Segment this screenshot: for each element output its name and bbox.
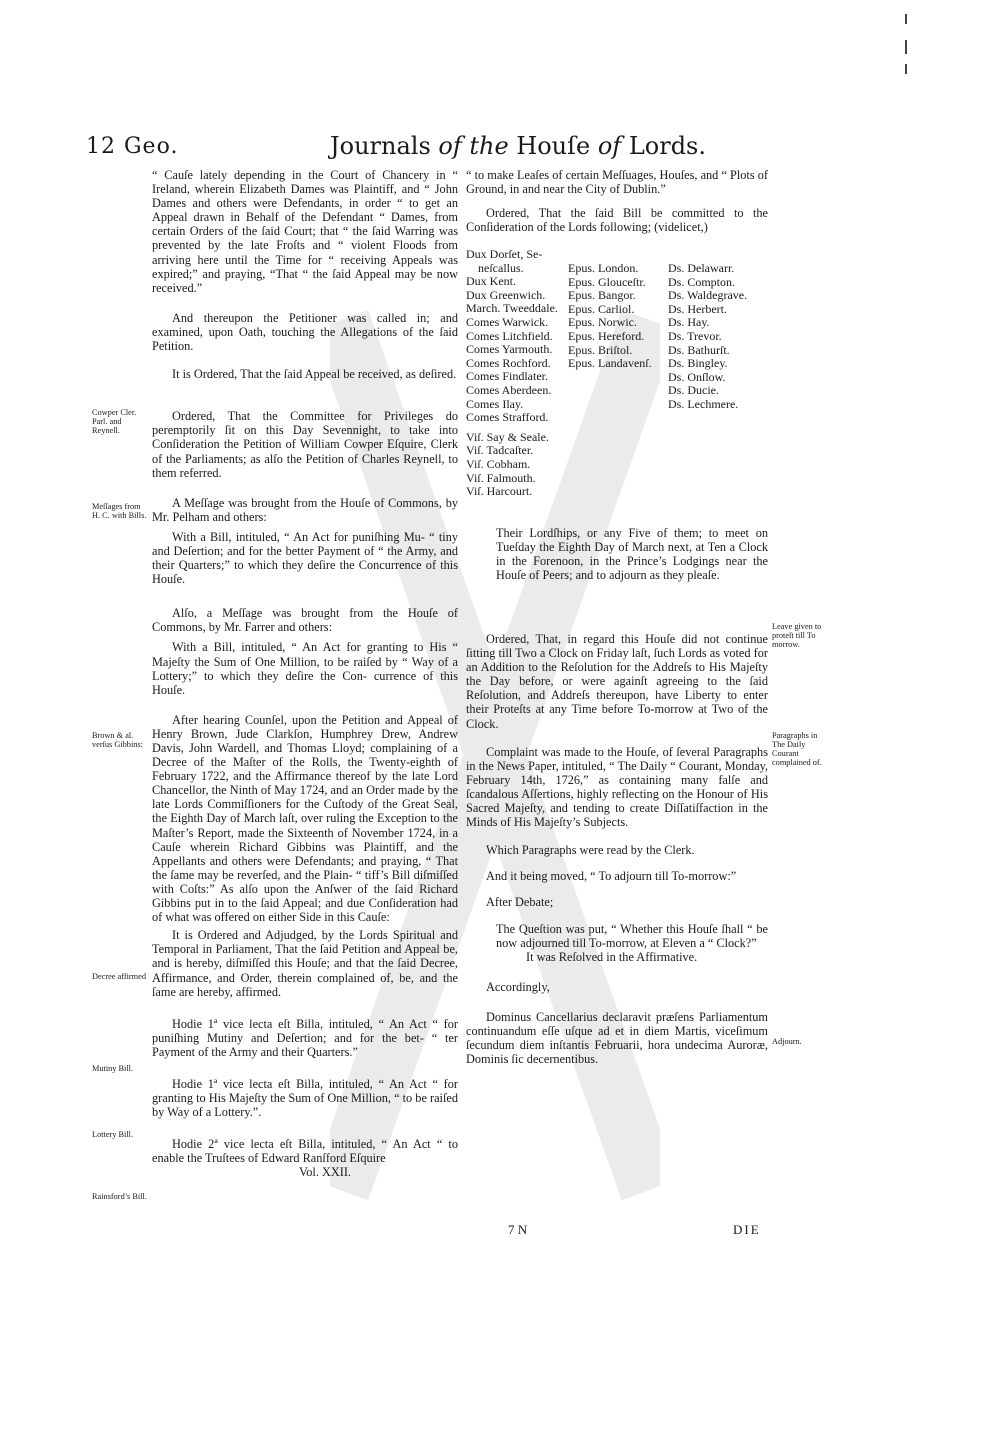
lord-name: Comes Rochford. bbox=[466, 355, 551, 370]
lord-name: Comes Yarmouth. bbox=[466, 342, 553, 357]
paragraph: Alſo, a Meſſage was brought from the Houſe of Commons, by Mr. Farrer and others: bbox=[152, 606, 458, 635]
lords-list-spiritual bbox=[568, 262, 652, 371]
right-column-top bbox=[466, 168, 768, 234]
lord-name: March. Tweeddale. bbox=[466, 301, 558, 316]
lord-name: Viſ. Say & Seale. bbox=[466, 429, 549, 444]
paragraph: Their Lordſhips, or any Five of them; to meet on Tueſday the Eighth Day of March next, at Ten a Clock in the Forenoon, in the Prince’s Lodgings near the Houſe of Peers; and to adjourn as they pleaſe. bbox=[496, 526, 768, 583]
paragraph: After Debate; bbox=[486, 895, 554, 910]
lord-name: Epus. London. bbox=[568, 261, 639, 275]
margin-note: Mutiny Bill. bbox=[92, 1064, 134, 1073]
paragraph: Accordingly, bbox=[486, 979, 550, 994]
catchword: DIE bbox=[733, 1222, 761, 1237]
lord-name: Dux Dorſet, Se- bbox=[466, 247, 543, 261]
paragraph: Ordered, That, in regard this Houſe did not continue ſitting till Two a Clock on Friday laſt, ſuch Lords as voted for an Addition to the Reſolution for the Addreſs to His Majeſty the Day before, or were againſt agreeing to the ſaid Reſolution, and Addreſs thereupon, have Liberty to enter their Proteſts at any Time before To-morrow at Two of the Clock. bbox=[466, 632, 768, 731]
paragraph: “ Cauſe lately depending in the Court of Chancery in “ Ireland, wherein Elizabeth Dames was Plaintiff, and “ John Dames and others were Defendants, in order “ to get an Appeal drawn in Behalf of the Defendant “ Dames, from certain Orders of the ſaid Court; that “ the ſaid Warring was prevented by the late Froſts and “ violent Floods from arriving here until the Time for “ receiving Appeals was expired;” and praying, “That “ the ſaid Appeal may be now received.” bbox=[152, 168, 458, 295]
paragraph: Dominus Cancellarius declaravit præſens Parliamentum continuandum eſſe uſque ad et in diem Martis, viceſimum ſecundum diem inſtantis Februarii, hora undecima Auroræ, Dominis ſic decernentibus. bbox=[466, 1009, 768, 1067]
margin-note: Decree affirmed bbox=[92, 972, 146, 981]
lord-name: Ds. Bingley. bbox=[668, 356, 728, 371]
paragraph: With a Bill, intituled, “ An Act for granting to His “ Majeſty the Sum of One Million, to be raiſed by “ Way of a Lottery;” to which they deſire the Con- currence of this Houſe. bbox=[152, 640, 458, 697]
lord-name: Epus. Norwic. bbox=[568, 315, 637, 330]
signature-mark: 7 N bbox=[508, 1222, 528, 1237]
paragraph: Complaint was made to the Houſe, of ſeveral Paragraphs in the News Paper, intituled, “ The Daily “ Courant, Monday, February 14th, 1726,” as containing many falſe and ſcandalous Aſſertions, highly reflecting on the Honour of His Sacred Majeſty, and tending to create Diſſatiſfaction in the Minds of His Majeſty’s Subjects. bbox=[466, 744, 768, 830]
page-header-title: Journals of the Houſe of Lords. bbox=[330, 132, 706, 160]
margin-note: Adjourn. bbox=[772, 1037, 802, 1046]
margin-note: Leave given to proteſt till To morrow. bbox=[772, 622, 822, 649]
lord-name: Comes Findlater. bbox=[466, 369, 548, 384]
volume-label: Vol. XXII. bbox=[298, 1165, 352, 1180]
lord-name: Viſ. Falmouth. bbox=[466, 470, 536, 485]
lord-name: Epus. Bangor. bbox=[568, 288, 636, 303]
lord-name: Ds. Delawarr. bbox=[668, 261, 735, 275]
margin-note: Meſſages from H. C. with Bills. bbox=[92, 502, 147, 520]
paragraph: Hodie 1ª vice lecta eſt Billa, intituled, “ An Act “ for granting to His Majeſty the Sum of One Million, “ to be raiſed by Way of a Lottery.”. bbox=[152, 1076, 458, 1120]
margin-note: Rainsford’s Bill. bbox=[92, 1192, 147, 1201]
committee-meeting bbox=[496, 526, 768, 582]
lord-name: Epus. Carliol. bbox=[568, 301, 635, 316]
edge-mark bbox=[905, 64, 907, 74]
lord-name: Ds. Lechmere. bbox=[668, 396, 739, 411]
margin-note: Paragraphs in The Daily Courant complained of. bbox=[772, 731, 822, 767]
paragraph: Hodie 2ª vice lecta eſt Billa, intituled, “ An Act “ to enable the Truſtees of Edward Ranſford Eſquire bbox=[152, 1137, 458, 1166]
paragraph: And it being moved, “ To adjourn till To-morrow:” bbox=[486, 869, 737, 884]
left-column bbox=[152, 168, 458, 1180]
lord-name: Dux Kent. bbox=[466, 274, 516, 289]
paragraph: Ordered, That the ſaid Bill be committed to the Conſideration of the Lords following; (videlicet,) bbox=[466, 206, 768, 235]
lord-name: Ds. Trevor. bbox=[668, 328, 722, 343]
lord-name: Comes Strafford. bbox=[466, 410, 549, 425]
margin-note: Cowper Cler. Parl. and Reynell. bbox=[92, 408, 137, 435]
lord-name: Ds. Bathurſt. bbox=[668, 342, 730, 357]
edge-mark bbox=[905, 14, 907, 24]
lord-name: Comes Warwick. bbox=[466, 314, 549, 329]
page-header-left: 12 Geo. bbox=[86, 134, 179, 159]
lord-name: Viſ. Harcourt. bbox=[466, 484, 533, 499]
lord-name: Comes Aberdeen. bbox=[466, 382, 552, 397]
paragraph: It is Ordered and Adjudged, by the Lords Spiritual and Temporal in Parliament, That the ſaid Petition and Appeal be, and is hereby, diſmiſſed this Houſe; and that the ſaid Decree, Affirmance, and Order, therein complained of, be, and the ſame are hereby, affirmed. bbox=[152, 928, 458, 999]
paragraph: It is Ordered, That the ſaid Appeal be received, as deſired. bbox=[172, 367, 457, 382]
lord-name: Viſ. Cobham. bbox=[466, 456, 531, 471]
lord-name: Ds. Ducie. bbox=[668, 383, 719, 398]
paragraph: With a Bill, intituled, “ An Act for puniſhing Mu- “ tiny and Deſertion; and for the better Payment of “ the Army, and their Quarters;” to which they deſire the Concurrence of this Houſe. bbox=[152, 529, 458, 587]
lord-name: Epus. Hereford. bbox=[568, 328, 645, 343]
lord-name: Dux Greenwich. bbox=[466, 287, 546, 302]
paragraph: Hodie 1ª vice lecta eſt Billa, intituled, “ An Act “ for puniſhing Mutiny and Deſertion; and for the bet- “ ter Payment of the Army and their Quarters.” bbox=[152, 1016, 458, 1059]
lord-name: neſcallus. bbox=[478, 260, 524, 275]
paragraph: “ to make Leaſes of certain Meſſuages, Houſes, and “ Plots of Ground, in and near the City of Dublin.” bbox=[466, 168, 768, 197]
lord-name: Ds. Hay. bbox=[668, 315, 710, 330]
edge-mark bbox=[905, 40, 907, 54]
margin-note: Lottery Bill. bbox=[92, 1130, 134, 1139]
lord-name: Ds. Compton. bbox=[668, 274, 736, 289]
paragraph: Ordered, That the Committee for Privileges do peremptorily ſit on this Day Sevennight, to take into Conſideration the Petition of William Cowper Eſquire, Clerk of the Parliaments; as alſo the Petition of Charles Reynell, to them referred. bbox=[152, 409, 458, 480]
lords-list-temporal bbox=[466, 248, 558, 499]
lord-name: Epus. Glouceſtr. bbox=[568, 274, 646, 289]
paragraph: A Meſſage was brought from the Houſe of Commons, by Mr. Pelham and others: bbox=[152, 495, 458, 524]
paragraph: Which Paragraphs were read by the Clerk. bbox=[486, 843, 695, 858]
paragraph: After hearing Counſel, upon the Petition and Appeal of Henry Brown, Jude Clarkſon, Humphrey Drew, Andrew Davis, John Wardell, and Thomas Lloyd; complaining of a Decree of the Maſter of the Rolls, the Twenty-eighth of February 1722, and the Affirmance thereof by the late Lord Chancellor, the Ninth of May 1724, and an Order made by the late Lords Commiſſioners for the Cuſtody of the Great Seal, the Eighth Day of March laſt, over ruling the Exception to the Maſter’s Report, made the Sixteenth of November 1724, in a Cauſe wherein Richard Gibbins was Plaintiff, and the Appellants and others were Defendants; and praying, “ That the ſame may be reverſed, and the Plain- “ tiff’s Bill diſmiſſed with Coſts:” As alſo upon the Anſwer of the ſaid Richard Gibbins put in to the ſaid Appeal; and due Conſideration had of what was offered on either Side in this Cauſe: bbox=[152, 712, 458, 925]
lords-list-barons bbox=[668, 262, 747, 412]
paragraph: The Queſtion was put, “ Whether this Houſe ſhall “ be now adjourned till To-morrow, at Eleven a “ Clock?” bbox=[496, 921, 768, 950]
lord-name: Ds. Onſlow. bbox=[668, 369, 726, 384]
lord-name: Ds. Waldegrave. bbox=[668, 288, 748, 303]
lord-name: Epus. Landavenſ. bbox=[568, 356, 652, 371]
lord-name: Comes Ilay. bbox=[466, 396, 524, 411]
right-column-lower bbox=[466, 632, 768, 1066]
lord-name: Ds. Herbert. bbox=[668, 301, 727, 316]
margin-note: Brown & al. verſus Gibbins: bbox=[92, 731, 143, 749]
paragraph: And thereupon the Petitioner was called in; and examined, upon Oath, touching the Allegations of the ſaid Petition. bbox=[152, 310, 458, 354]
lord-name: Comes Litchfield. bbox=[466, 328, 553, 343]
lord-name: Epus. Briſtol. bbox=[568, 342, 633, 357]
lord-name: Viſ. Tadcaſter. bbox=[466, 443, 534, 458]
paragraph: It was Reſolved in the Affirmative. bbox=[526, 949, 698, 964]
